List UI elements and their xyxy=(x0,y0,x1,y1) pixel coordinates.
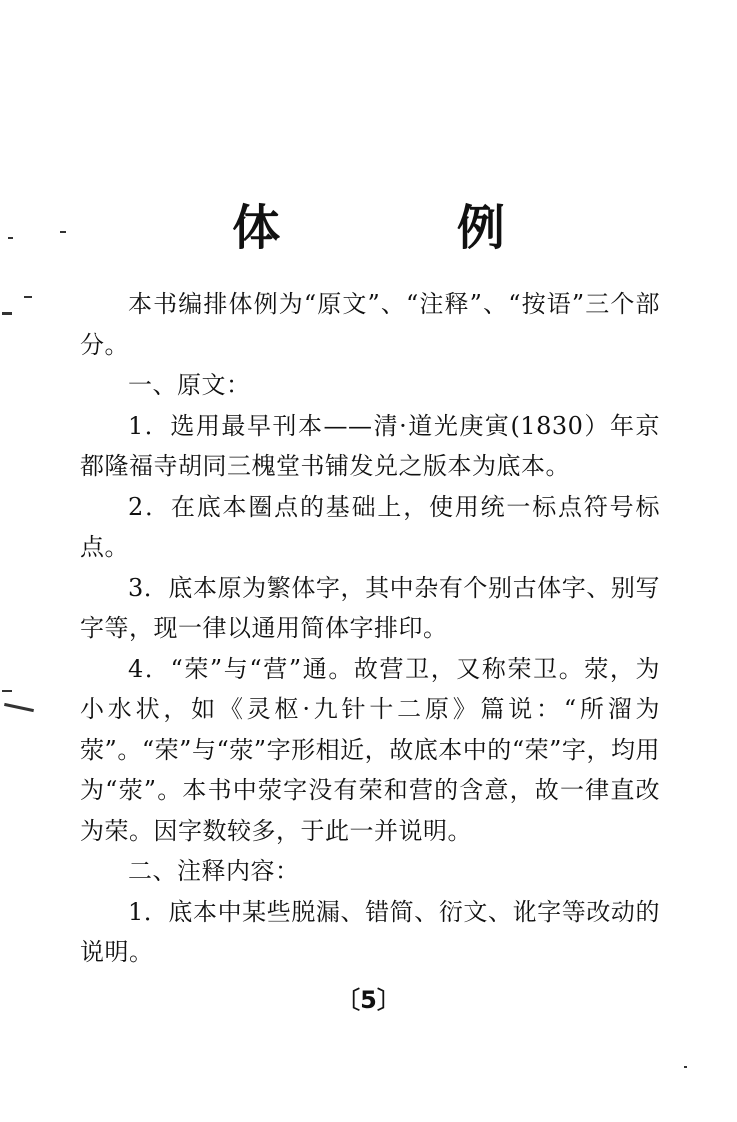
scan-artifact xyxy=(24,296,32,298)
page-number: 〔5〕 xyxy=(336,986,401,1014)
scan-artifact xyxy=(4,703,34,712)
paragraph: 2．在底本圈点的基础上，使用统一标点符号标点。 xyxy=(80,492,660,561)
body-text xyxy=(80,284,660,973)
scan-artifact xyxy=(2,690,12,692)
paragraph: 1．底本中某些脱漏、错简、衍文、讹字等改动的说明。 xyxy=(80,897,660,966)
paragraph: 3．底本原为繁体字，其中杂有个别古体字、别写字等，现一律以通用简体字排印。 xyxy=(80,573,660,642)
scan-artifact xyxy=(684,1066,687,1068)
paragraph: 1．选用最早刊本——清·道光庚寅(1830）年京都隆福寺胡同三槐堂书铺发兑之版本为底本。 xyxy=(80,411,660,480)
paragraph: 4．“荣”与“营”通。故营卫，又称荣卫。荥，为小水状，如《灵枢·九针十二原》篇说：“所溜为荥”。“荣”与“荥”字形相近，故底本中的“荣”字，均用为“荥”。本书中荥字没有荣和营的含意，故一律直改为荣。因字数较多，于此一并说明。 xyxy=(80,654,660,845)
paragraph: 本书编排体例为“原文”、“注释”、“按语”三个部分。 xyxy=(80,290,660,359)
page-title: 体 例 xyxy=(232,200,585,256)
paragraph: 一、原文： xyxy=(128,371,251,399)
paragraph: 二、注释内容： xyxy=(128,857,300,885)
scan-artifact xyxy=(2,312,12,315)
